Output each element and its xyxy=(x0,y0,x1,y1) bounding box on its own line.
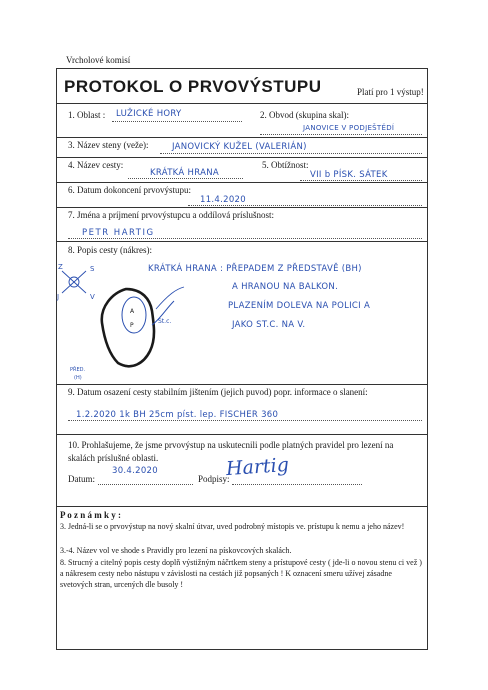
route-line-3: PLAZENÍM DOLEVA NA POLICI A xyxy=(228,301,371,311)
field-2-value: JANOVICE V PODJEŠTĚDÍ xyxy=(303,124,395,132)
field-4-line xyxy=(128,178,243,179)
field-9-label: 9. Datum osazení cesty stabilním jištením (jejich puvod) popr. informace o slanení: xyxy=(68,387,368,397)
field-1-label: 1. Oblast : xyxy=(68,110,106,120)
field-3-value: JANOVICKÝ KUŽEL (VALERIÁN) xyxy=(172,142,307,152)
divider xyxy=(56,157,428,158)
label-p: P xyxy=(130,322,134,329)
field-1-line xyxy=(112,121,242,122)
divider xyxy=(56,384,428,385)
date-value: 30.4.2020 xyxy=(112,466,158,476)
field-7-value: PETR HARTIG xyxy=(82,228,155,238)
note-2: 3.-4. Název vol ve shode s Pravidly pro lezení na pískovcových skalách. xyxy=(60,546,292,555)
field-7-label: 7. Jména a príjmení prvovýstupcu a oddílová príslušnost: xyxy=(68,210,274,220)
label-pred: PŘED. xyxy=(70,367,86,373)
notes-heading: P o z n á m k y : xyxy=(60,510,122,520)
field-6-label: 6. Datum dokoncení prvovýstupu: xyxy=(68,185,191,195)
field-3-line xyxy=(160,153,422,154)
date-label: Datum: xyxy=(68,474,95,484)
field-8-label: 8. Popis cesty (nákres): xyxy=(68,245,152,255)
field-5-line xyxy=(300,180,422,181)
divider xyxy=(56,182,428,183)
divider xyxy=(56,434,428,435)
summit-outline xyxy=(122,297,146,333)
compass-v: V xyxy=(90,293,95,301)
field-2-label: 2. Obvod (skupina skal): xyxy=(260,110,349,120)
divider xyxy=(56,207,428,208)
date-line xyxy=(98,484,193,485)
field-6-line xyxy=(188,205,422,206)
field-1-value: LUŽICKÉ HORY xyxy=(116,109,182,119)
declaration-text: 10. Prohlašujeme, že jsme prvovýstup na uskutecnili podle platných pravidel pro lezení na skalách príslušné oblasti. xyxy=(68,440,394,463)
label-a: A xyxy=(130,308,135,315)
field-3-label: 3. Název steny (veže): xyxy=(68,140,149,150)
compass-z: Z xyxy=(58,263,63,271)
note-1: 3. Jedná-li se o prvovýstup na nový skalní útvar, uved podrobný místopis ve. prístupu k nemu a jeho název! xyxy=(60,522,405,531)
label-st: St.c. xyxy=(158,318,172,325)
signature-label: Podpisy: xyxy=(198,474,230,484)
field-9-line xyxy=(68,420,422,421)
note-3: 8. Strucný a citelný popis cesty doplň výstižným náčrtkem steny a prístupové cesty ( jde-li o novou stenu ci vež ) a nákresem cesty nebo nástupu v závislosti na cestách již popsaných ! K oznacení smeru užívej zásadne svetových stran, urcených dle busoly ! xyxy=(60,558,422,589)
field-2-line xyxy=(260,134,422,135)
signature: Hartig xyxy=(225,453,290,481)
route-sketch xyxy=(56,255,186,385)
field-4-value: KRÁTKÁ HRANA xyxy=(150,168,219,178)
divider xyxy=(56,103,428,104)
route-line-1: KRÁTKÁ HRANA : PŘEPADEM Z PŘEDSTAVĚ (BH) xyxy=(148,264,362,274)
divider xyxy=(56,506,428,507)
field-5-value: VII b PÍSK. SÁTEK xyxy=(310,170,388,180)
divider xyxy=(56,241,428,242)
rock-outline xyxy=(102,289,154,366)
signature-line xyxy=(232,484,362,485)
page-title: PROTOKOL O PRVOVÝSTUPU xyxy=(64,77,322,96)
compass-icon xyxy=(62,271,86,293)
field-6-value: 11.4.2020 xyxy=(200,195,246,205)
field-5-label: 5. Obtížnost: xyxy=(262,160,309,170)
field-4-label: 4. Název cesty: xyxy=(68,160,124,170)
compass-s: S xyxy=(90,265,95,273)
label-bh: (H) xyxy=(74,375,82,381)
route-line-2: A HRANOU NA BALKON. xyxy=(232,282,339,292)
divider xyxy=(56,137,428,138)
field-9-value: 1.2.2020 1k BH 25cm píst. lep. FISCHER 360 xyxy=(76,410,279,420)
compass-j: J xyxy=(57,293,60,301)
route-line-4: JAKO ST.C. NA V. xyxy=(232,320,306,330)
org-name: Vrcholové komisí xyxy=(66,55,131,65)
validity-note: Platí pro 1 výstup! xyxy=(357,87,424,97)
field-7-line xyxy=(68,238,422,239)
